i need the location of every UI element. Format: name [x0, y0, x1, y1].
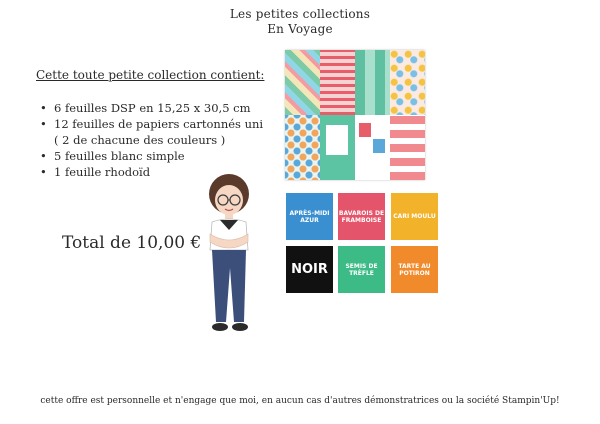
- paper-sample: [355, 115, 390, 180]
- list-item: • 12 feuilles de papiers cartonnés uni: [40, 116, 263, 132]
- swatch-bavarois-de-framboise: BAVAROIS DE FRAMBOISE: [338, 193, 385, 240]
- paper-sample: [320, 50, 355, 115]
- paper-sample: [320, 115, 355, 180]
- paper-sample: [390, 50, 425, 115]
- swatch-apres-midi-azur: APRÈS-MIDI AZUR: [286, 193, 333, 240]
- paper-mosaic-image: [285, 50, 425, 180]
- paper-sample: [390, 115, 425, 180]
- footer-disclaimer: cette offre est personnelle et n'engage que moi, en aucun cas d'autres démonstratrices ou la société Stampin'Up!: [40, 396, 560, 406]
- character-illustration: [198, 172, 260, 337]
- total-price: Total de 10,00 €: [62, 233, 202, 253]
- paper-sample: [355, 50, 390, 115]
- list-item: • 5 feuilles blanc simple: [40, 148, 263, 164]
- contents-list: [40, 100, 263, 180]
- swatch-semis-de-trefle: SEMIS DE TRÈFLE: [338, 246, 385, 293]
- intro-heading: Cette toute petite collection contient:: [36, 68, 265, 82]
- list-item-note: ( 2 de chacune des couleurs ): [54, 133, 226, 147]
- list-item: • 1 feuille rhodoïd: [40, 164, 263, 180]
- title-line-2: En Voyage: [267, 22, 333, 36]
- swatch-tarte-au-potiron: TARTE AU POTIRON: [391, 246, 438, 293]
- paper-sample: [285, 115, 320, 180]
- paper-sample: [285, 50, 320, 115]
- title-line-1: Les petites collections: [229, 7, 371, 21]
- swatch-cari-moulu: CARI MOULU: [391, 193, 438, 240]
- list-item: • 6 feuilles DSP en 15,25 x 30,5 cm: [40, 100, 263, 116]
- swatch-noir: NOIR: [286, 246, 333, 293]
